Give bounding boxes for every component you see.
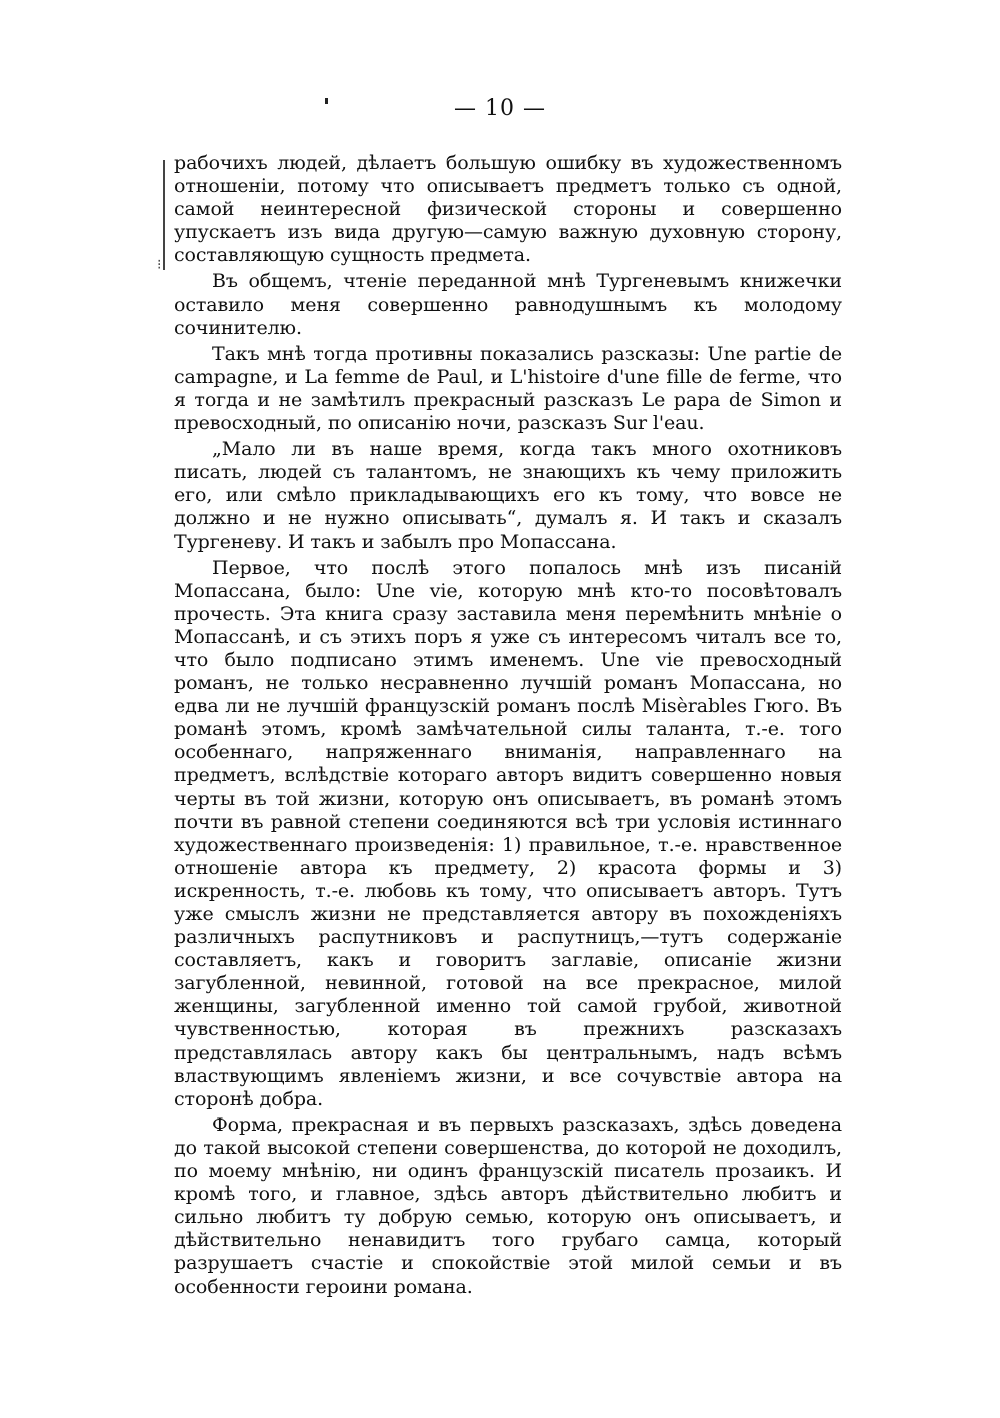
paragraph-2: Въ общемъ, чтеніе переданной мнѣ Тургеневымъ книжечки оставило меня совершенно равнодушнымъ къ молодому сочинителю. — [174, 270, 842, 339]
page-number: — 10 — — [454, 96, 546, 121]
paragraph-5: Первое, что послѣ этого попалось мнѣ изъ писаній Мопассана, было: Une vie, которую мнѣ кто-то посовѣтовалъ прочесть. Эта книга сразу заставила меня перемѣнить мнѣніе о Мопассанѣ, и съ этихъ поръ я уже съ интересомъ читалъ все то, что было подписано этимъ именемъ. Une vie превосходный романъ, не только несравненно лучшій романъ Мопассана, но едва ли не лучшій французскій романъ послѣ Misèrables Гюго. Въ романѣ этомъ, кромѣ замѣчательной силы таланта, т.-е. того особеннаго, напряженнаго вниманія, направленнаго на предметъ, вслѣдствіе котораго авторъ видитъ совершенно новыя черты въ той жизни, которую онъ описываетъ, въ романѣ этомъ почти въ равной степени соединяются всѣ три условія истиннаго художественнаго произведенія: 1) правильное, т.-е. нравственное отношеніе автора къ предмету, 2) красота формы и 3) искренность, т.-е. любовь къ тому, что описываетъ авторъ. Тутъ уже смыслъ жизни не представляется автору въ похожденіяхъ различныхъ распутниковъ и распутницъ,—тутъ содержаніе составляетъ, какъ и говоритъ заглавіе, описаніе жизни загубленной, невинной, готовой на все прекрасное, милой женщины, загубленной именно той самой грубой, животной чувственностью, которая въ прежнихъ разсказахъ представлялась автору какъ бы центральнымъ, надъ всѣмъ властвующимъ явленіемъ жизни, и все сочувствіе автора на сторонѣ добра. — [174, 556, 842, 1110]
text-body — [174, 152, 842, 1299]
paragraph-3: Такъ мнѣ тогда противны показались разсказы: Une partie de campagne, и La femme de Paul, и L'histoire d'une fille de ferme, что я тогда и не замѣтилъ прекрасный разсказъ Le papa de Simon и превосходный, по описанію ночи, разсказъ Sur l'eau. — [174, 342, 842, 435]
stray-ink-mark — [325, 98, 328, 104]
paragraph-4: „Мало ли въ наше время, когда такъ много охотниковъ писать, людей съ талантомъ, не знающихъ къ чему приложить его, или смѣло прикладывающихъ его къ тому, что вовсе не должно и не нужно описывать“, думалъ я. И такъ и сказалъ Тургеневу. И такъ и забылъ про Мопассана. — [174, 438, 842, 553]
margin-dots: ⁝ — [157, 257, 162, 273]
margin-rule — [163, 160, 165, 270]
paragraph-1: рабочихъ людей, дѣлаетъ большую ошибку въ художественномъ отношеніи, потому что описываетъ предметъ только съ одной, самой неинтересной физической стороны и совершенно упускаетъ изъ вида другую—самую важную духовную сторону, составляющую сущность предмета. — [174, 152, 842, 267]
paragraph-6: Форма, прекрасная и въ первыхъ разсказахъ, здѣсь доведена до такой высокой степени совершенства, до которой не доходилъ, по моему мнѣнію, ни одинъ французскій писатель прозаикъ. И кромѣ того, и главное, здѣсь авторъ дѣйствительно любитъ и сильно любитъ ту добрую семью, которую онъ описываетъ, и дѣйствительно ненавидитъ того грубаго самца, который разрушаетъ счастіе и спокойствіе этой милой семьи и въ особенности героини романа. — [174, 1113, 842, 1298]
